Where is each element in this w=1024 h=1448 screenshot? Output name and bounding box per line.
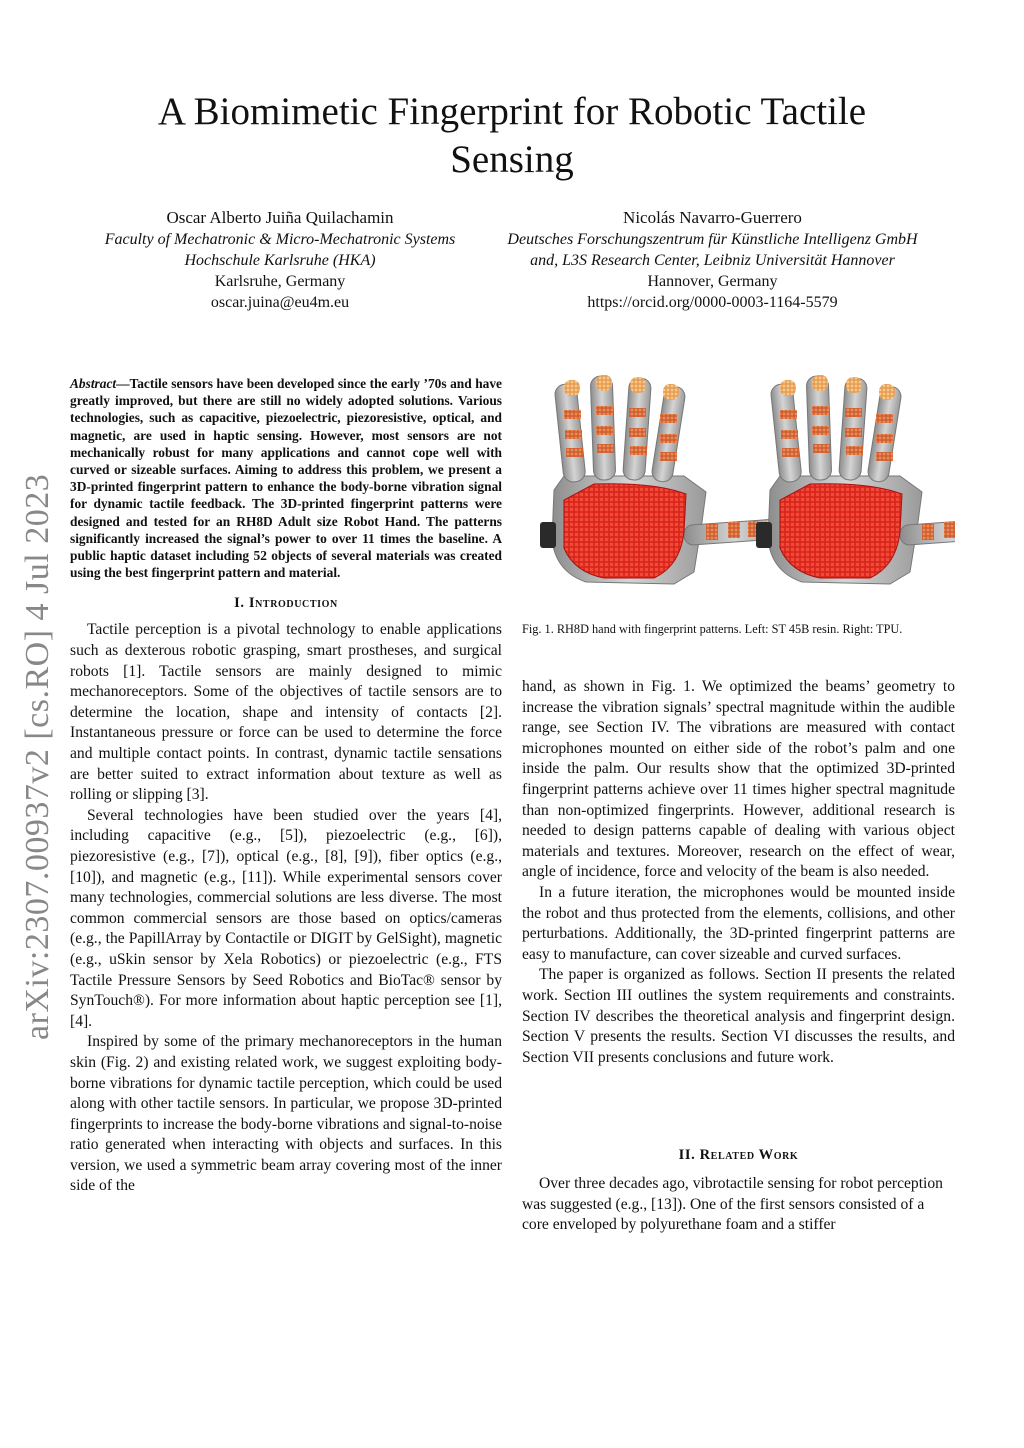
section-heading-related-work: II. Related Work xyxy=(678,1147,799,1163)
author-orcid: https://orcid.org/0000-0003-1164-5579 xyxy=(587,294,838,311)
arxiv-identifier: arXiv:2307.00937v2 [cs.RO] 4 Jul 2023 xyxy=(19,473,56,1040)
paper-title: A Biomimetic Fingerprint for Robotic Tactile Sensing xyxy=(157,90,867,181)
author-affiliation: and, L3S Research Center, Leibniz Universität Hannover xyxy=(530,252,895,269)
right-column xyxy=(522,677,955,1068)
hand-left xyxy=(540,375,785,584)
figure-caption: Fig. 1. RH8D hand with fingerprint patterns. Left: ST 45B resin. Right: TPU. xyxy=(522,622,903,636)
author-location: Hannover, Germany xyxy=(647,273,778,290)
author-affiliation: Faculty of Mechatronic & Micro-Mechatronic Systems xyxy=(104,231,456,248)
paragraph: The paper is organized as follows. Section II presents the related work. Section III outlines the system requirements and constraints. Section IV describes the theoretical analysis and fingerprint design. Section V presents the results. Section VI discusses the results, and Section VII presents conclusions and future work. xyxy=(522,966,955,1066)
author-block-1 xyxy=(70,207,490,313)
hand-right xyxy=(756,375,955,584)
abstract-label: Abstract xyxy=(70,376,117,391)
author-block-2 xyxy=(480,207,945,313)
author-name: Oscar Alberto Juiña Quilachamin xyxy=(166,208,394,227)
abstract-text: —Tactile sensors have been developed since the early ’70s and have greatly improved, but there are still no widely adopted solutions. Various technologies, such as capacitive, piezoelectric, piezoresistive, optical, and magnetic, are used in haptic sensing. However, most sensors are not mechanically robust for many applications and cannot cope well with curved or sizeable surfaces. Aiming to address this problem, we present a 3D-printed fingerprint pattern to enhance the body-borne vibration signal for dynamic tactile feedback. The 3D-printed fingerprint patterns were designed and tested for an RH8D Adult size Robot Hand. The patterns significantly increased the signal’s power to over 11 times the baseline. A public haptic dataset including 52 objects of several materials was created using the best fingerprint pattern and material. xyxy=(70,376,502,581)
author-affiliation: Deutsches Forschungszentrum für Künstliche Intelligenz GmbH xyxy=(507,231,918,248)
paragraph: In a future iteration, the microphones would be mounted inside the robot and thus protected from the elements, collisions, and other perturbations. Additionally, the 3D-printed fingerprint patterns are easy to manufacture, can cover sizeable and curved surfaces. xyxy=(522,883,955,963)
left-column xyxy=(70,375,502,1197)
paragraph: Inspired by some of the primary mechanoreceptors in the human skin (Fig. 2) and existing related work, we suggest exploiting body-borne vibrations for dynamic tactile perception, which could be used along with other tactile sensors. In particular, we propose 3D-printed fingerprints to increase the body-borne vibrations and signal-to-noise ratio generated when interacting with objects and surfaces. In this version, we used a symmetric beam array covering most of the inner side of the xyxy=(70,1033,502,1195)
author-location: Karlsruhe, Germany xyxy=(214,273,346,290)
robot-hand-figure xyxy=(522,372,955,604)
author-email: oscar.juina@eu4m.eu xyxy=(210,294,350,311)
paragraph: Tactile perception is a pivotal technology to enable applications such as dexterous robotic grasping, smart prostheses, and surgical robots [1]. Tactile sensors are mainly designed to mimic mechanoreceptors. Some of the objectives of tactile sensors are to determine the location, shape and intensity of contacts [2]. Instantaneous pressure or force can be used to determine the force and multiple contact points. In contrast, dynamic tactile sensations are better suited to extract information about texture as well as rolling or slipping [3]. xyxy=(70,621,502,804)
section-heading-introduction: I. Introduction xyxy=(234,595,338,612)
abstract xyxy=(70,375,502,581)
introduction-body xyxy=(70,620,502,1197)
paragraph: Several technologies have been studied over the years [4], including capacitive (e.g., [5]), piezoelectric (e.g., [6]), piezoresistive (e.g., [7]), optical (e.g., [8], [9]), fiber optics (e.g., [10]), and magnetic (e.g., [11]). While experimental sensors cover many technologies, commercial solutions are less diverse. The most common commercial sensors are those based on optics/cameras (e.g., the PapillArray by Contactile or DIGIT by GelSight), magnetic (e.g., uSkin sensor by Xela Robotics) or piezoelectric (e.g., FTS Tactile Pressure Sensors by Seed Robotics and BioTac® sensor by SynTouch®). For more information about haptic perception see [1], [4]. xyxy=(70,806,502,1030)
author-affiliation: Hochschule Karlsruhe (HKA) xyxy=(184,252,376,269)
paragraph: hand, as shown in Fig. 1. We optimized the beams’ geometry to increase the vibration signals’ spectral magnitude within the audible range, see Section IV. The vibrations are measured with contact microphones mounted on either side of the robot’s palm and one inside the palm. Our results show that the optimized 3D-printed fingerprint patterns achieve over 11 times higher spectral magnitude than non-optimized fingerprints. However, additional research is needed to design patterns capable of dealing with various object materials and textures. Moreover, research on the effect of wear, angle of incidence, force and velocity of the beam is also needed. xyxy=(522,678,955,881)
related-work-section xyxy=(522,1147,955,1236)
author-name: Nicolás Navarro-Guerrero xyxy=(623,208,802,227)
paragraph: Over three decades ago, vibrotactile sensing for robot perception was suggested (e.g., [13]). One of the first sensors consisted of a core enveloped by polyurethane foam and a stiffer xyxy=(522,1175,943,1234)
